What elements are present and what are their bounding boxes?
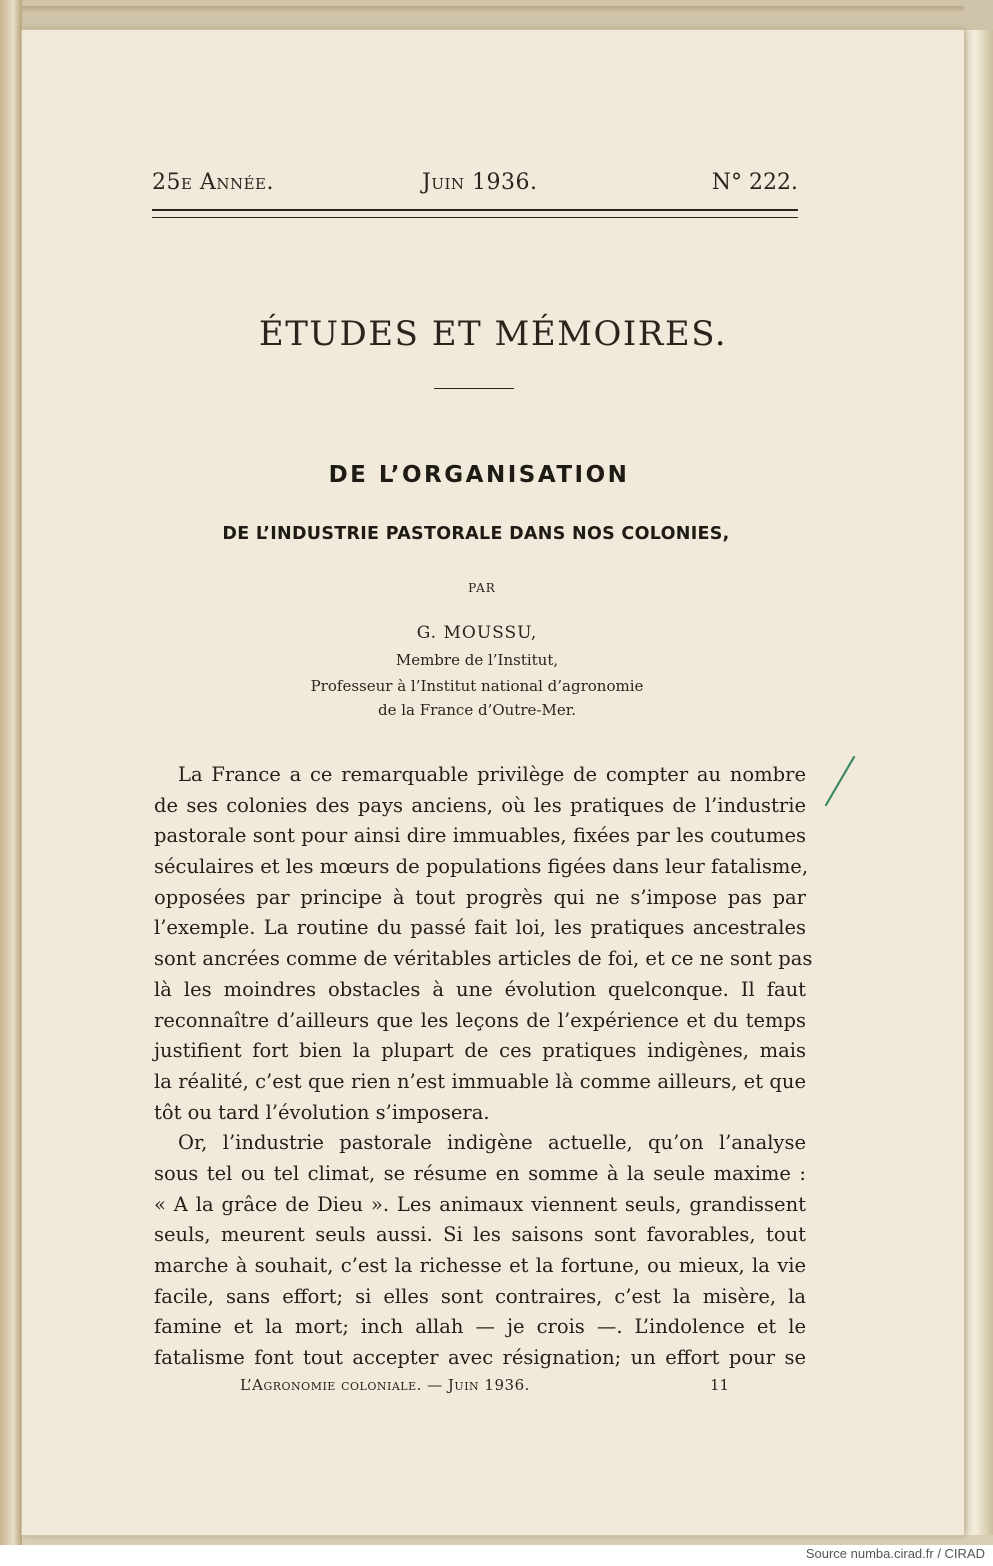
section-title: ÉTUDES ET MÉMOIRES. — [258, 314, 728, 354]
author-affiliation-2: Professeur à l’Institut national d’agronomie — [310, 677, 644, 695]
page-footer — [240, 1376, 730, 1398]
body-line: famine et la mort; inch allah — je crois —. L’indolence et le — [154, 1315, 806, 1339]
body-line: fatalisme font tout accepter avec résignation; un effort pour se — [154, 1346, 806, 1370]
body-line: sous tel ou tel climat, se résume en somme à la seule maxime : — [154, 1161, 806, 1185]
body-line: seuls, meurent seuls aussi. Si les saisons sont favorables, tout — [154, 1223, 806, 1247]
page-edge-strip — [964, 30, 993, 1535]
header-double-rule — [152, 209, 798, 218]
body-line: marche à souhait, c’est la richesse et la fortune, ou mieux, la vie — [154, 1254, 806, 1277]
cover-edge — [22, 6, 964, 14]
body-line: l’exemple. La routine du passé fait loi, les pratiques ancestrales — [154, 916, 806, 940]
article-title-line-1: DE L’ORGANISATION — [328, 462, 630, 488]
author-affiliation-1: Membre de l’Institut, — [395, 651, 559, 669]
body-line: pastorale sont pour ainsi dire immuables, fixées par les coutumes — [154, 824, 806, 848]
body-line: là les moindres obstacles à une évolution quelconque. Il faut — [154, 977, 806, 1001]
running-head — [152, 170, 798, 204]
volume-year: 25e Année. — [152, 170, 274, 195]
author-affiliation-3: de la France d’Outre-Mer. — [378, 701, 576, 719]
body-line: « A la grâce de Dieu ». Les animaux viennent seuls, grandissent — [154, 1192, 806, 1216]
issue-number: N° 222. — [711, 170, 798, 195]
source-credit: Source numba.cirad.fr / CIRAD — [805, 1546, 985, 1561]
title-divider — [434, 388, 514, 389]
body-line: de ses colonies des pays anciens, où les pratiques de l’industrie — [154, 793, 806, 817]
body-line: La France a ce remarquable privilège de compter au nombre — [178, 763, 806, 786]
body-line: opposées par principe à tout progrès qui ne s’impose pas par — [154, 885, 806, 909]
previous-page-edge — [0, 0, 22, 1545]
journal-credit: L’Agronomie coloniale. — Juin 1936. — [240, 1376, 530, 1394]
article-title-line-2: DE L’INDUSTRIE PASTORALE DANS NOS COLONIES, — [222, 524, 730, 544]
binding-top — [0, 0, 993, 30]
body-line: séculaires et les mœurs de populations figées dans leur fatalisme, — [154, 855, 809, 879]
body-line: reconnaître d’ailleurs que les leçons de l’expérience et du temps — [154, 1008, 806, 1032]
body-line: sont ancrées comme de véritables articles de foi, et ce ne sont pas — [154, 947, 813, 971]
body-line: justifient fort bien la plupart de ces pratiques indigènes, mais — [154, 1039, 806, 1063]
body-line: tôt ou tard l’évolution s’imposera. — [154, 1100, 490, 1124]
author-name: G. MOUSSU, — [416, 623, 538, 643]
article-body — [154, 760, 813, 1374]
body-line: Or, l’industrie pastorale indigène actuelle, qu’on l’analyse — [178, 1131, 806, 1155]
byline-par: PAR — [468, 581, 496, 595]
handwritten-check-mark — [822, 753, 858, 809]
body-line: facile, sans effort; si elles sont contraires, c’est la misère, la — [154, 1284, 806, 1308]
signature-mark: 11 — [710, 1376, 730, 1394]
body-line: la réalité, c’est que rien n’est immuable là comme ailleurs, et que — [154, 1069, 806, 1093]
issue-date: Juin 1936. — [422, 170, 538, 195]
page-sheet — [22, 30, 964, 1535]
